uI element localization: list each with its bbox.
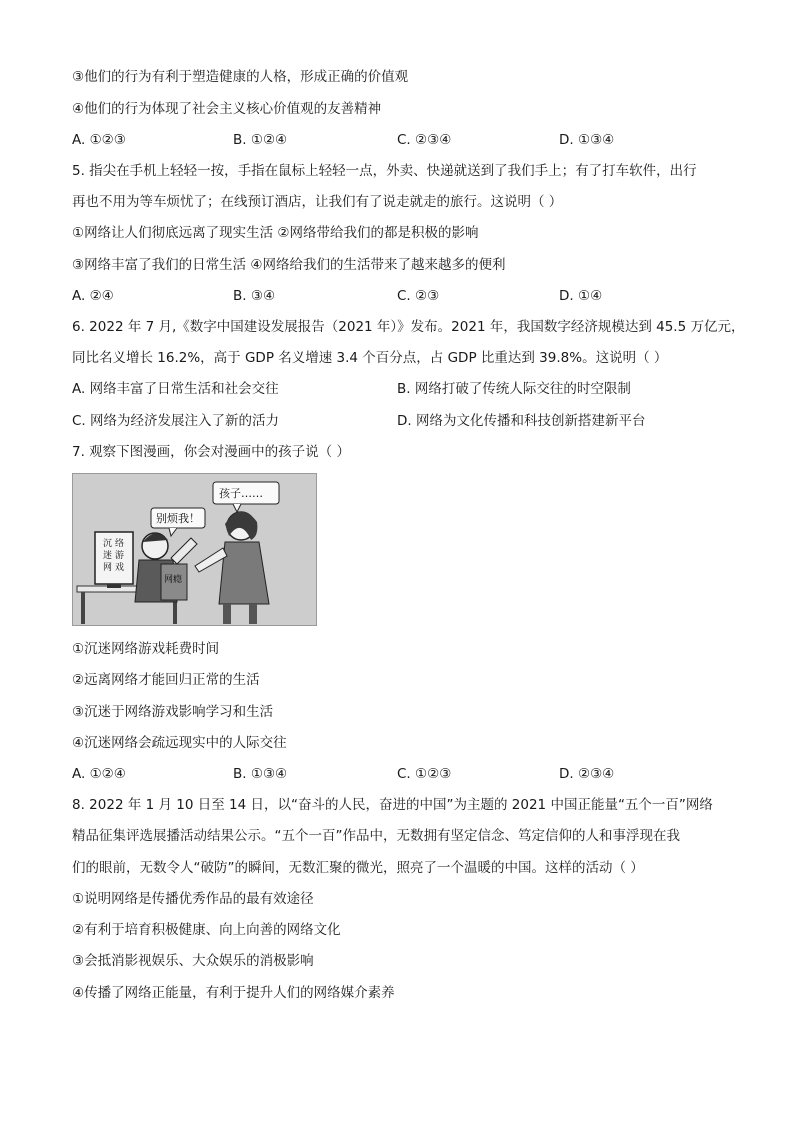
screen-char-3: 网 [103,563,113,573]
q6-option-c: C. 网络为经济发展注入了新的活力 [72,413,280,429]
q8-statement-1: ①说明网络是传播优秀作品的最有效途径 [72,891,314,907]
q8-statement-4: ④传播了网络正能量，有利于提升人们的网络媒介素养 [72,985,395,1001]
q5-option-b: B. ③④ [233,288,276,304]
q5-stem-line-1: 5. 指尖在手机上轻轻一按，手指在鼠标上轻轻一点，外卖、快递就送到了我们手上；有了打车软件，出行 [72,163,697,179]
q7-option-c: C. ①②③ [397,766,452,782]
q6-options-row-1 [72,380,732,398]
q8-stem-line-3: 们的眼前，无数令人“破防”的瞬间，无数汇聚的微光，照亮了一个温暖的中国。这样的活动（ ） [72,860,644,876]
q7-options [72,765,732,783]
q7-option-d: D. ②③④ [559,766,615,782]
screen-char-1: 沉 [103,539,113,549]
screen-char-6: 戏 [115,563,125,573]
q6-options-row-2 [72,412,732,430]
chair-label: 网瘾 [164,575,183,585]
mother-bubble-text: 孩子…… [219,487,263,500]
q4-option-d: D. ①③④ [559,132,615,148]
q4-statement-4: ④他们的行为体现了社会主义核心价值观的友善精神 [72,101,382,117]
q6-stem-line-2: 同比名义增长 16.2%，高于 GDP 名义增速 3.4 个百分点，占 GDP 比重达到 39.8%。这说明（ ） [72,350,668,366]
q5-options [72,287,732,305]
screen-char-2: 迷 [103,551,113,561]
q5-option-a: A. ②④ [72,288,114,304]
q4-options [72,131,732,149]
child-bubble-text: 别烦我！ [156,512,200,525]
q5-statements-3-4: ③网络丰富了我们的日常生活 ④网络给我们的生活带来了越来越多的便利 [72,257,506,273]
q4-option-a: A. ①②③ [72,132,126,148]
q8-statement-3: ③会抵消影视娱乐、大众娱乐的消极影响 [72,953,314,969]
q6-option-b: B. 网络打破了传统人际交往的时空限制 [397,381,631,397]
q6-stem-line-1: 6. 2022 年 7 月,《数字中国建设发展报告（2021 年）》发布。2021 年，我国数字经济规模达到 45.5 万亿元， [72,319,745,335]
q8-statement-2: ②有利于培育积极健康、向上向善的网络文化 [72,922,341,938]
q8-stem-line-1: 8. 2022 年 1 月 10 日至 14 日，以“奋斗的人民，奋进的中国”为主题的 2021 中国正能量“五个一百”网络 [72,797,713,813]
q6-option-d: D. 网络为文化传播和科技创新搭建新平台 [397,413,646,429]
screen-char-4: 络 [115,539,125,549]
q7-statement-2: ②远离网络才能回归正常的生活 [72,672,260,688]
q7-statement-4: ④沉迷网络会疏远现实中的人际交往 [72,735,287,751]
q4-option-b: B. ①②④ [233,132,288,148]
q7-option-a: A. ①②④ [72,766,126,782]
q7-cartoon-image [72,473,317,626]
q4-option-c: C. ②③④ [397,132,452,148]
q5-statements-1-2: ①网络让人们彻底远离了现实生活 ②网络带给我们的都是积极的影响 [72,225,479,241]
q5-option-d: D. ①④ [559,288,603,304]
q7-statement-3: ③沉迷于网络游戏影响学习和生活 [72,704,274,720]
cartoon-drawing [73,474,317,626]
q6-option-a: A. 网络丰富了日常生活和社会交往 [72,381,279,397]
q7-stem: 7. 观察下图漫画，你会对漫画中的孩子说（ ） [72,444,350,460]
screen-char-5: 游 [115,551,125,561]
q8-stem-line-2: 精品征集评选展播活动结果公示。“五个一百”作品中，无数拥有坚定信念、笃定信仰的人和事浮现在我 [72,828,680,844]
q7-statement-1: ①沉迷网络游戏耗费时间 [72,641,220,657]
q5-option-c: C. ②③ [397,288,440,304]
q5-stem-line-2: 再也不用为等车烦忧了；在线预订酒店，让我们有了说走就走的旅行。这说明（ ） [72,194,563,210]
q4-statement-3: ③他们的行为有利于塑造健康的人格，形成正确的价值观 [72,69,409,85]
q7-option-b: B. ①③④ [233,766,288,782]
